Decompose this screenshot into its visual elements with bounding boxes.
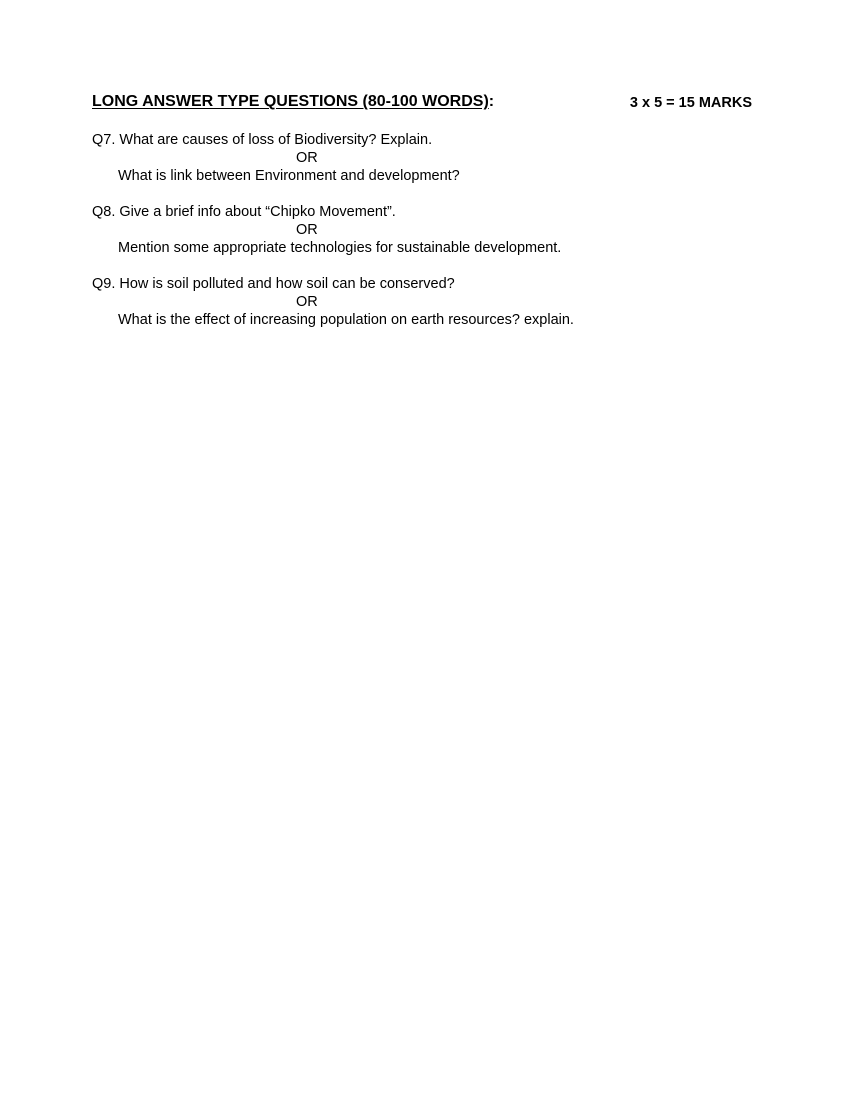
question-q8	[92, 203, 772, 257]
section-title-colon: :	[488, 93, 495, 110]
question-q7	[92, 131, 772, 185]
or-separator: OR	[296, 222, 318, 238]
or-separator: OR	[296, 294, 318, 310]
question-alternative-text: What is the effect of increasing population on earth resources? explain.	[118, 312, 574, 328]
question-main-text: Q9. How is soil polluted and how soil can be conserved?	[92, 276, 455, 292]
question-alternative-text: What is link between Environment and development?	[118, 168, 460, 184]
question-alternative-text: Mention some appropriate technologies for sustainable development.	[118, 240, 562, 256]
question-main-text: Q8. Give a brief info about “Chipko Movement”.	[92, 204, 396, 220]
marks-allocation: 3 x 5 = 15 MARKS	[629, 95, 752, 111]
question-main-text: Q7. What are causes of loss of Biodiversity? Explain.	[92, 132, 433, 148]
section-title-text: LONG ANSWER TYPE QUESTIONS (80-100 WORDS)	[92, 93, 489, 110]
section-title	[92, 92, 494, 112]
question-q9	[92, 275, 772, 329]
or-separator: OR	[296, 150, 318, 166]
section-header	[92, 92, 752, 114]
